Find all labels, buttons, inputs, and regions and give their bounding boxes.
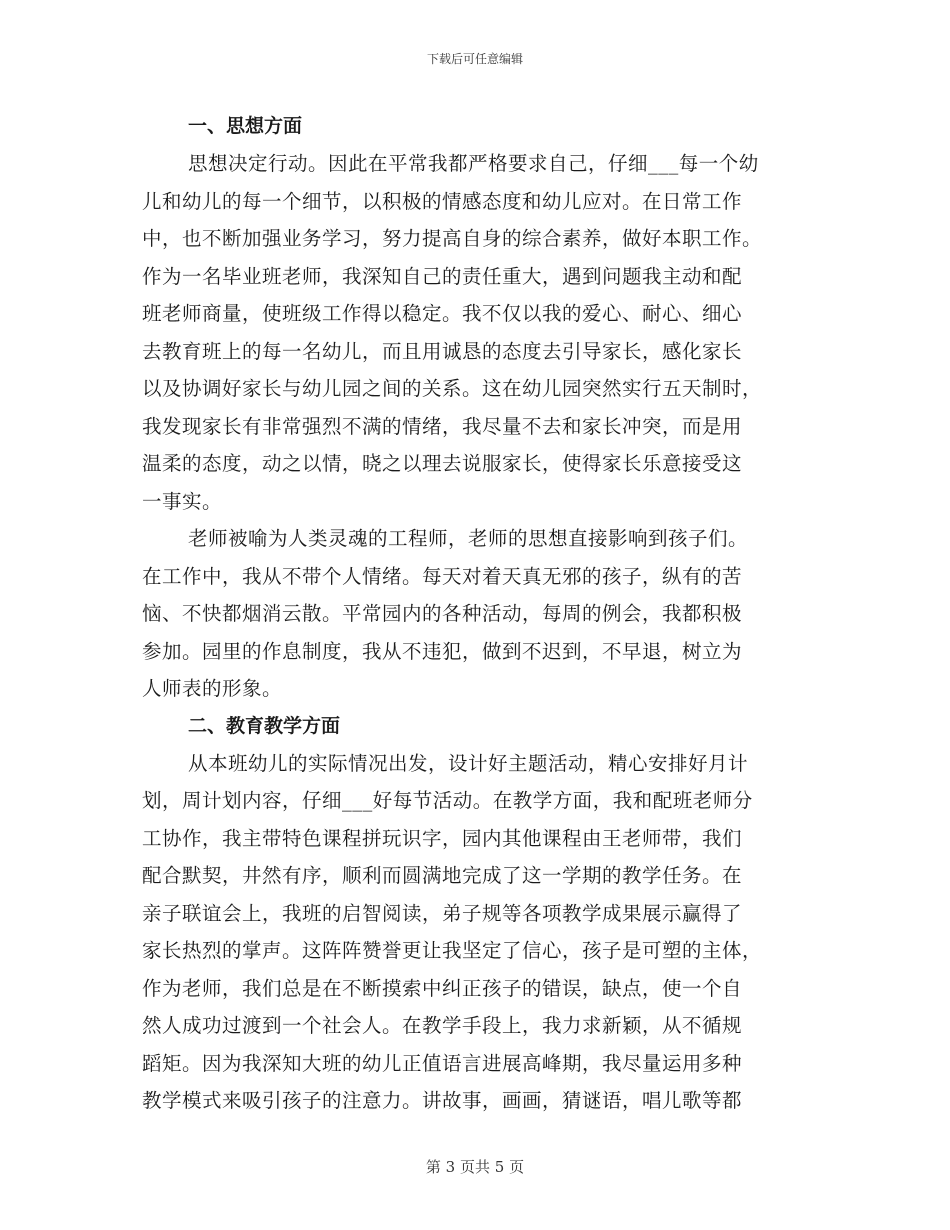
text-line: 我发现家长有非常强烈不满的情绪，我尽量不去和家长冲突，而是用 bbox=[142, 414, 743, 438]
section-heading-thought: 一、思想方面 bbox=[188, 115, 303, 137]
text-line: 人师表的形象。 bbox=[142, 677, 283, 700]
text-line: 然人成功过渡到一个社会人。在教学手段上，我力求新颖，从不循规 bbox=[142, 1014, 743, 1037]
text-line: 蹈矩。因为我深知大班的幼儿正值语言进展高峰期，我尽量运用多种 bbox=[142, 1051, 743, 1075]
text-line: 温柔的态度，动之以情，晓之以理去说服家长，使得家长乐意接受这 bbox=[142, 452, 743, 475]
text-line: 以及协调好家长与幼儿园之间的关系。这在幼儿园突然实行五天制时， bbox=[142, 377, 763, 400]
text-line: 思想决定行动。因此在平常我都严格要求自己，仔细___每一个幼 bbox=[188, 152, 759, 175]
text-line: 亲子联谊会上，我班的启智阅读，弟子规等各项教学成果展示赢得了 bbox=[142, 901, 743, 925]
section-heading-teaching: 二、教育教学方面 bbox=[188, 714, 341, 737]
text-line: 教学模式来吸引孩子的注意力。讲故事，画画，猜谜语，唱儿歌等都 bbox=[142, 1089, 743, 1112]
text-line: 家长热烈的掌声。这阵阵赞誉更让我坚定了信心，孩子是可塑的主体， bbox=[142, 939, 763, 962]
page-footer: 第 3 页共 5 页 bbox=[425, 1158, 525, 1176]
text-line: 一事实。 bbox=[142, 489, 223, 513]
text-line: 工协作，我主带特色课程拼玩识字，园内其他课程由王老师带，我们 bbox=[142, 826, 743, 850]
text-line: 中，也不断加强业务学习，努力提高自身的综合素养，做好本职工作。 bbox=[142, 227, 763, 250]
text-line: 划，周计划内容，仔细___好每节活动。在教学方面，我和配班老师分 bbox=[142, 789, 753, 812]
text-line: 班老师商量，使班级工作得以稳定。我不仅以我的爱心、耐心、细心 bbox=[142, 302, 743, 325]
text-line: 作为老师，我们总是在不断摸索中纠正孩子的错误，缺点，使一个自 bbox=[142, 976, 743, 1000]
paragraph-thought-2 bbox=[142, 520, 796, 708]
text-line: 在工作中，我从不带个人情绪。每天对着天真无邪的孩子，纵有的苦 bbox=[142, 564, 743, 588]
text-line: 参加。园里的作息制度，我从不违犯，做到不迟到，不早退，树立为 bbox=[142, 639, 743, 663]
page-header: 下载后可任意编辑 bbox=[426, 52, 523, 66]
text-line: 配合默契，井然有序，顺利而圆满地完成了这一学期的教学任务。在 bbox=[142, 864, 743, 887]
text-line: 作为一名毕业班老师，我深知自己的责任重大，遇到问题我主动和配 bbox=[142, 264, 743, 288]
paragraph-thought-1 bbox=[142, 145, 796, 520]
text-line: 儿和幼儿的每一个细节，以积极的情感态度和幼儿应对。在日常工作 bbox=[142, 189, 743, 213]
text-line: 老师被喻为人类灵魂的工程师，老师的思想直接影响到孩子们。 bbox=[188, 527, 749, 550]
document-body bbox=[142, 108, 796, 1120]
paragraph-teaching-1 bbox=[142, 745, 796, 1120]
text-line: 恼、不快都烟消云散。平常园内的各种活动，每周的例会，我都积极 bbox=[142, 602, 743, 625]
text-line: 从本班幼儿的实际情况出发，设计好主题活动，精心安排好月计 bbox=[188, 751, 749, 775]
text-line: 去教育班上的每一名幼儿，而且用诚恳的态度去引导家长，感化家长 bbox=[142, 339, 743, 363]
